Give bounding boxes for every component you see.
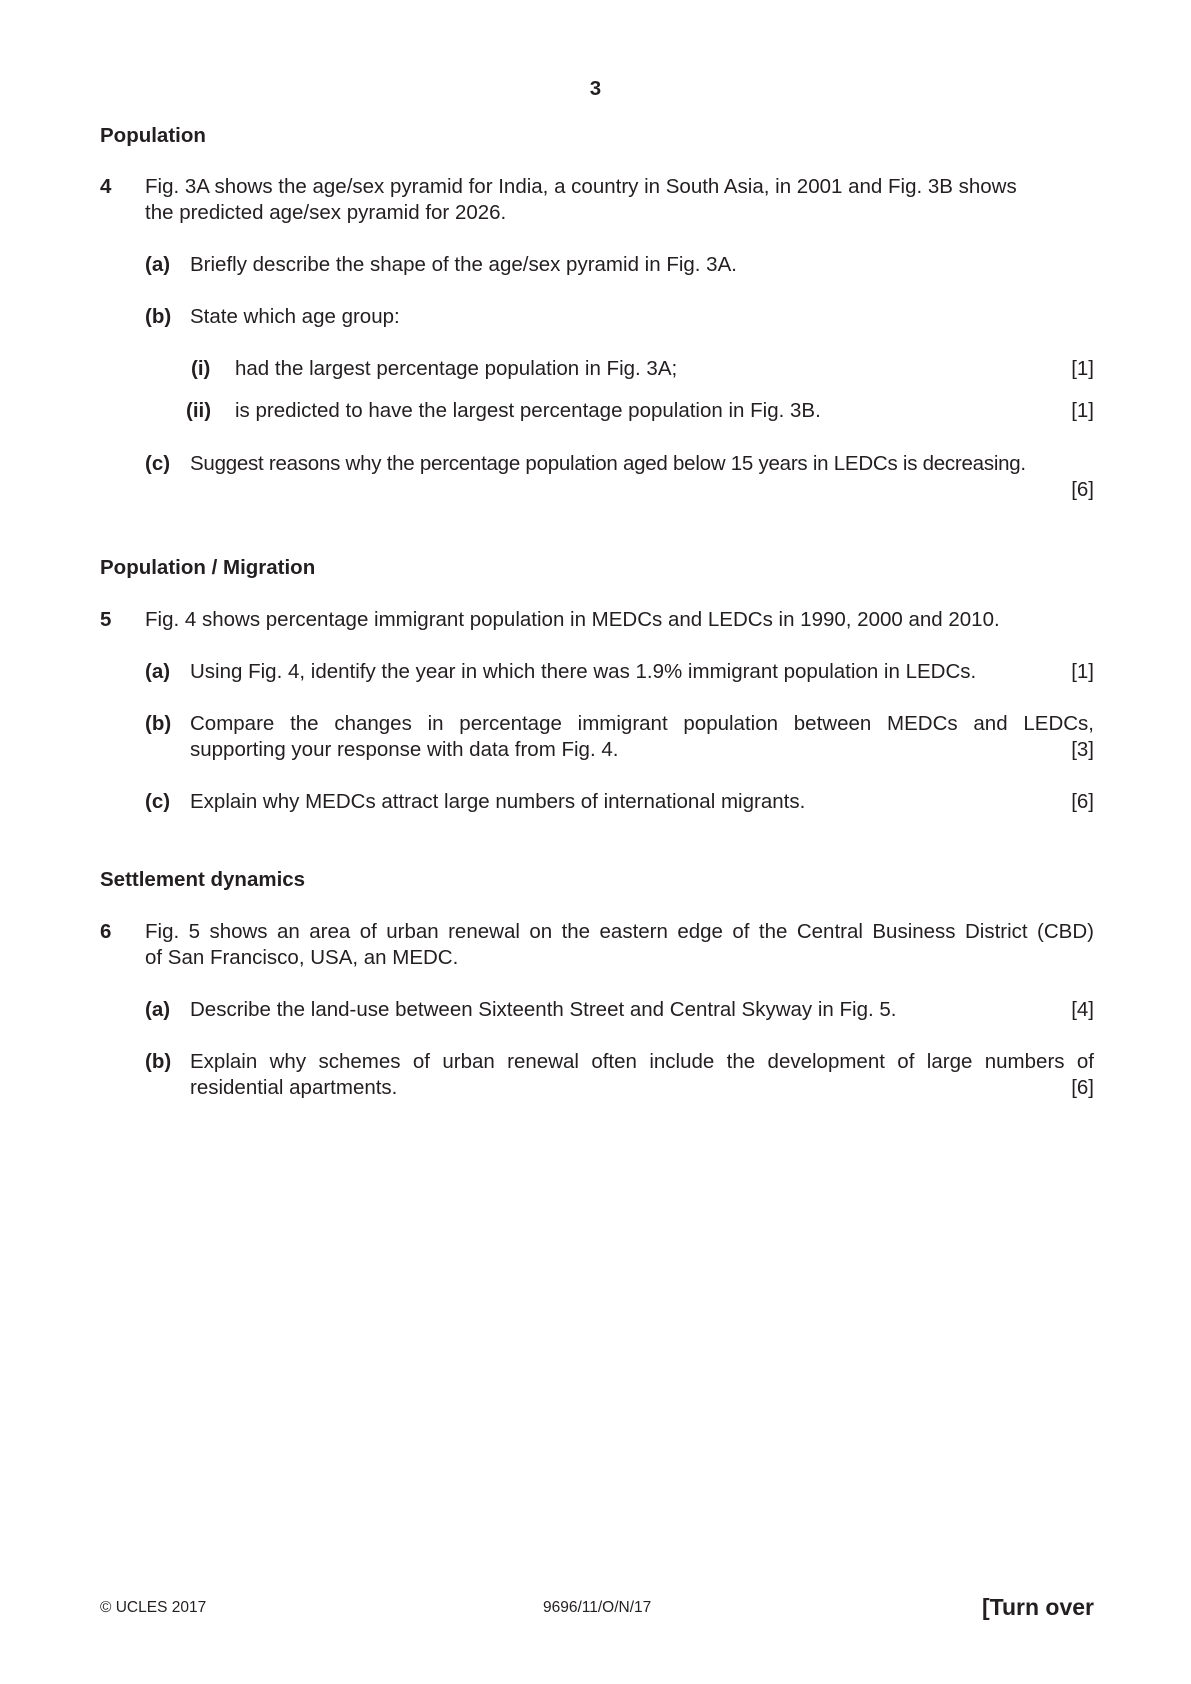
part-label-6a: (a) <box>145 998 171 1021</box>
part-text-5a: Using Fig. 4, identify the year in which there was 1.9% immigrant population in LEDCs. <box>190 660 977 683</box>
part-text-5b <box>190 711 1094 763</box>
question-4-stem-line2: the predicted age/sex pyramid for 2026. <box>145 201 507 224</box>
page-number: 3 <box>589 77 602 100</box>
part-label-4a: (a) <box>145 253 171 276</box>
section-heading-population-migration: Population / Migration <box>100 556 316 579</box>
question-5-stem: Fig. 4 shows percentage immigrant population in MEDCs and LEDCs in 1990, 2000 and 2010. <box>145 608 1000 631</box>
question-number-5: 5 <box>100 608 112 631</box>
footer-copyright: © UCLES 2017 <box>100 1599 207 1616</box>
question-4-stem <box>145 174 1094 226</box>
subpart-text-4bii: is predicted to have the largest percentage population in Fig. 3B. <box>235 399 821 422</box>
part-text-5c: Explain why MEDCs attract large numbers of international migrants. <box>190 790 806 813</box>
mark-6b: [6] <box>1071 1076 1094 1099</box>
footer-paper-code: 9696/11/O/N/17 <box>543 1599 652 1616</box>
subpart-label-4bii: (ii) <box>186 399 212 422</box>
question-number-6: 6 <box>100 920 112 943</box>
question-4-stem-line1: Fig. 3A shows the age/sex pyramid for India, a country in South Asia, in 2001 and Fig. 3B shows <box>145 175 1017 198</box>
part-text-4b: State which age group: <box>190 305 400 328</box>
question-6-stem-line2: of San Francisco, USA, an MEDC. <box>145 946 459 969</box>
part-text-6a: Describe the land-use between Sixteenth Street and Central Skyway in Fig. 5. <box>190 998 897 1021</box>
part-label-5a: (a) <box>145 660 171 683</box>
turn-over-label: [Turn over <box>981 1594 1094 1620</box>
part-label-6b: (b) <box>145 1050 172 1073</box>
part-text-6b <box>190 1049 1094 1101</box>
mark-5b: [3] <box>1071 738 1094 761</box>
part-text-6b-line2: residential apartments. <box>190 1076 398 1099</box>
part-label-5c: (c) <box>145 790 171 813</box>
mark-4c: [6] <box>1071 478 1094 501</box>
section-heading-population: Population <box>100 124 206 147</box>
mark-5a: [1] <box>1071 660 1094 683</box>
question-6-stem <box>145 919 1094 971</box>
part-text-6b-line1: Explain why schemes of urban renewal often include the development of large numbers of <box>190 1050 1094 1073</box>
mark-4bi: [1] <box>1071 357 1094 380</box>
subpart-text-4bi: had the largest percentage population in Fig. 3A; <box>235 357 678 380</box>
part-text-4a: Briefly describe the shape of the age/sex pyramid in Fig. 3A. <box>190 253 737 276</box>
question-6-stem-line1: Fig. 5 shows an area of urban renewal on the eastern edge of the Central Business District (CBD) <box>145 920 1094 943</box>
part-text-5b-line2: supporting your response with data from Fig. 4. <box>190 738 619 761</box>
part-label-5b: (b) <box>145 712 172 735</box>
section-heading-settlement-dynamics: Settlement dynamics <box>100 868 306 891</box>
part-label-4c: (c) <box>145 452 171 475</box>
part-label-4b: (b) <box>145 305 172 328</box>
mark-4bii: [1] <box>1071 399 1094 422</box>
part-text-5b-line1: Compare the changes in percentage immigrant population between MEDCs and LEDCs, <box>190 712 1094 735</box>
question-number-4: 4 <box>100 175 112 198</box>
part-text-4c: Suggest reasons why the percentage population aged below 15 years in LEDCs is decreasing. <box>190 452 1026 475</box>
subpart-label-4bi: (i) <box>191 357 211 380</box>
mark-6a: [4] <box>1071 998 1094 1021</box>
mark-5c: [6] <box>1071 790 1094 813</box>
